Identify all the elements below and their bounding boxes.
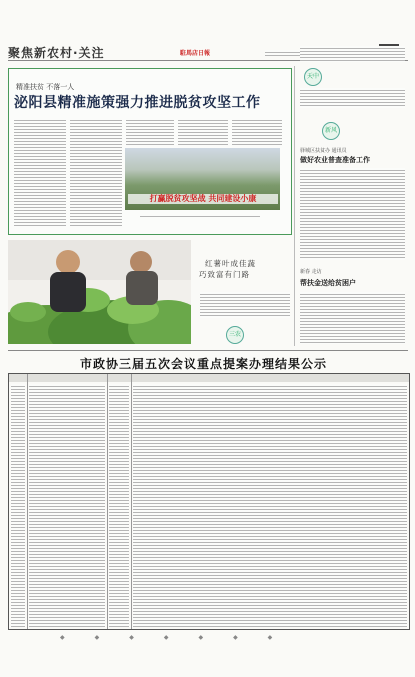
- farmer-photo: [8, 240, 191, 344]
- section-title: 聚焦新农村·关注: [8, 46, 105, 60]
- proposal-results-table: [8, 373, 410, 630]
- footer-ornament: ◆◆◆◆◆◆◆: [60, 634, 303, 641]
- feature-body-col-5: [232, 118, 282, 146]
- feature-body-col-3: [126, 118, 174, 146]
- section-tag-sannong: 三农: [226, 326, 244, 344]
- sidebar-text-1: [300, 88, 405, 108]
- section-tag-xinfeng: 新风: [322, 122, 340, 140]
- poem: [199, 258, 256, 280]
- sidebar-article-kicker-2: 新春 走访: [300, 269, 322, 275]
- table-col-unit: [109, 384, 129, 627]
- feature-body-col-4: [178, 118, 228, 146]
- poem-line-2: 巧致富有门路: [199, 270, 250, 279]
- table-col-proposal: [29, 384, 105, 627]
- table-header-row: [9, 374, 409, 382]
- sidebar-article-title-1: 做好农业普查准备工作: [300, 156, 370, 164]
- sidebar-article-title-2: 帮扶金送给贫困户: [300, 279, 356, 287]
- feature-photo-credit: [140, 214, 260, 218]
- feature-kicker: 精准扶贫 不落一人: [16, 83, 75, 91]
- masthead: 駐馬店日報: [180, 50, 211, 57]
- table-col-divider-3: [131, 374, 132, 629]
- farmer-photo-illustration: [8, 240, 191, 344]
- sidebar-intro-text: [300, 46, 405, 62]
- feature-headline: 泌阳县精准施策强力推进脱贫攻坚工作: [14, 95, 261, 111]
- sidebar-article-kicker-1: 驿城区扶贫办 通讯员: [300, 148, 347, 154]
- table-col-divider-1: [27, 374, 28, 629]
- sidebar-article-body-2: [300, 292, 405, 344]
- sidebar-article-body-1: [300, 168, 405, 260]
- section-tag-tianzhong: 天中: [304, 68, 322, 86]
- table-col-divider-2: [107, 374, 108, 629]
- poem-line-1: 红薯叶成佳蔬: [205, 259, 256, 268]
- announcement-rule: [8, 350, 408, 351]
- table-col-number: [11, 384, 25, 627]
- feature-photo-banner: 打赢脱贫攻坚战 共同建设小康: [128, 194, 278, 204]
- photo-feature-text: [200, 292, 290, 318]
- announcement-title: 市政协三届五次会议重点提案办理结果公示: [80, 357, 328, 371]
- table-col-result: [133, 384, 407, 627]
- feature-body-col-1: [14, 118, 66, 226]
- sidebar-divider: [294, 66, 295, 346]
- feature-body-col-2: [70, 118, 122, 226]
